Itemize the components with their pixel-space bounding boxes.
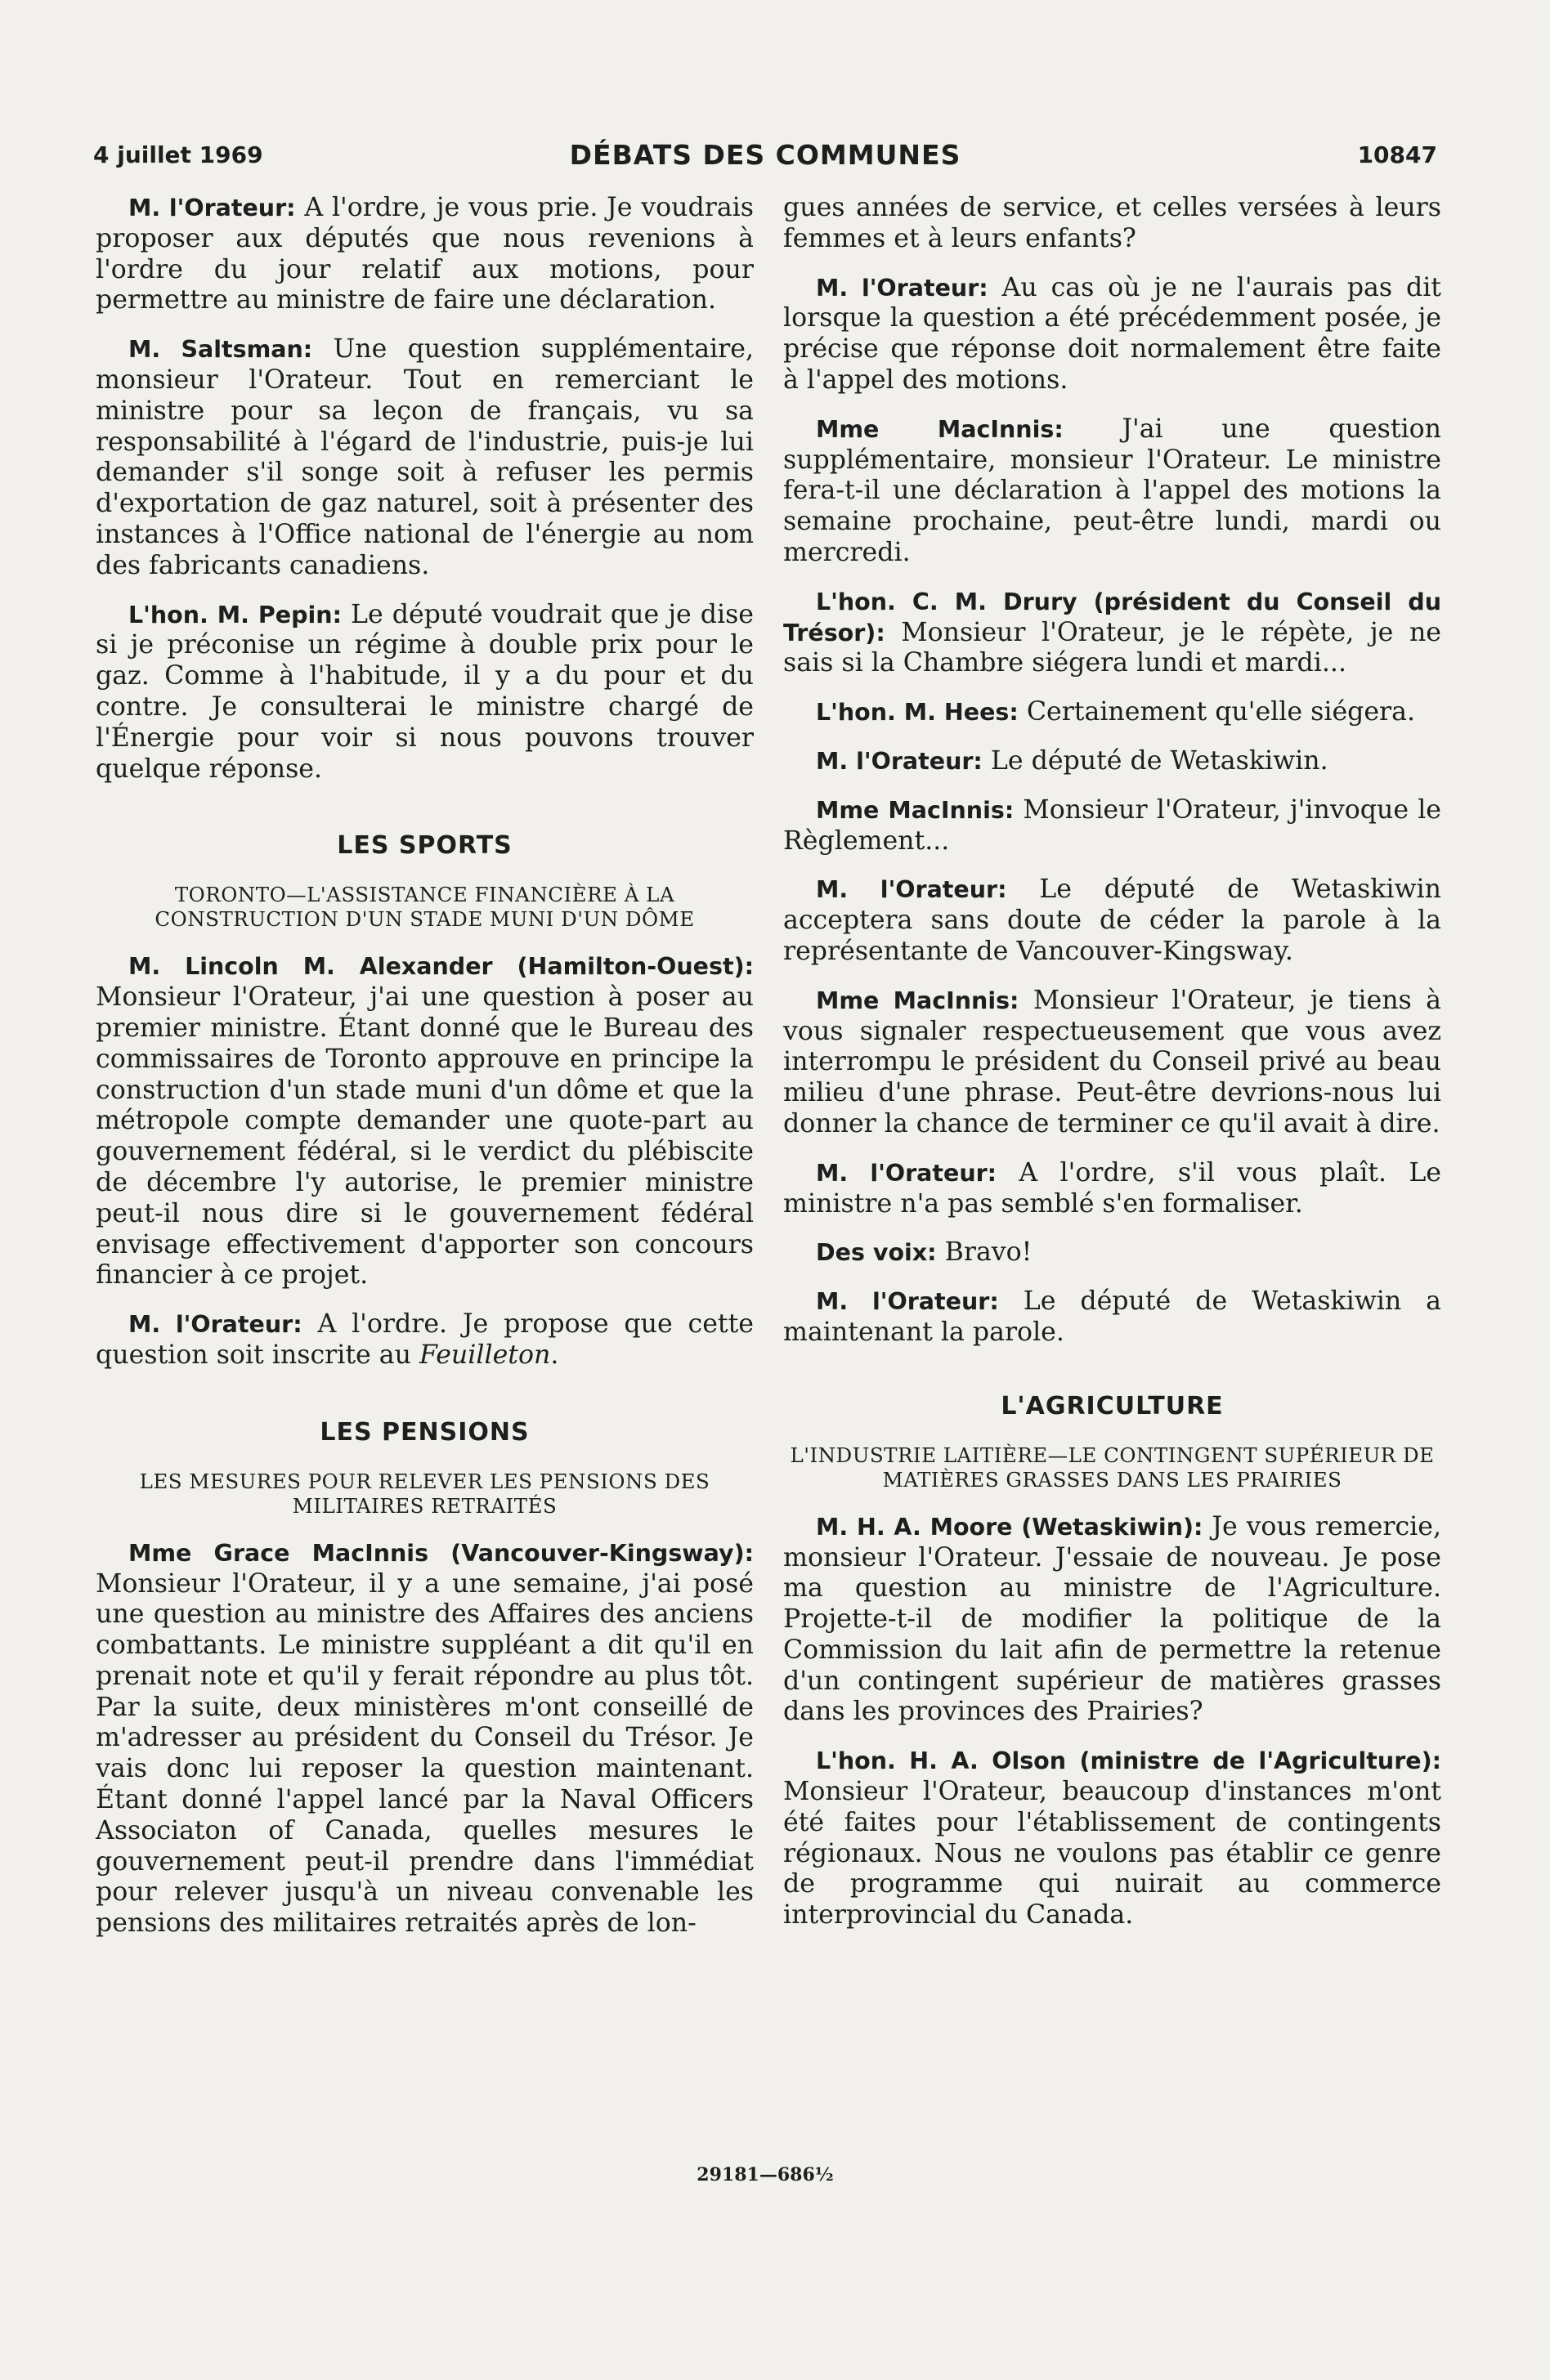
speech-paragraph <box>783 1286 1441 1349</box>
speech-text: Le député de Wetaskiwin acceptera sans doute de céder la parole à la représentante de Vancouver-Kingsway. <box>783 875 1441 966</box>
speaker-name: Des voix: <box>816 1239 937 1267</box>
speech-text: Certainement qu'elle siégera. <box>1018 697 1416 727</box>
speaker-name: Mme MacInnis: <box>816 415 1064 443</box>
header-page-number: 10847 <box>1357 141 1437 168</box>
speaker-name: M. H. A. Moore (Wetaskiwin): <box>816 1513 1203 1541</box>
speech-paragraph <box>783 697 1441 728</box>
speaker-name: M. Saltsman: <box>128 336 313 364</box>
continued-paragraph: gues années de service, et celles versées à leurs femmes et à leurs enfants? <box>783 193 1441 253</box>
speech-text: Monsieur l'Orateur, il y a une semaine, j'ai posé une question au ministre des Affaires des anciens combattants. Le ministre suppléant a dit qu'il en prenait note et qu'il y ferait répondre au plus tôt. Par la suite, deux ministères m'ont conseillé de m'adresser au président du Conseil du Trésor. Je vais donc lui reposer la question maintenant. Étant donné l'appel lancé par la Naval Officers Associaton of Canada, quelles mesures le gouvernement peut-il prendre dans l'immédiat pour relever jusqu'à un niveau convenable les pensions des militaires retraités après de lon- <box>96 1568 754 1939</box>
speech-paragraph <box>96 1538 754 1939</box>
speaker-name: M. l'Orateur: <box>128 1311 302 1339</box>
right-column <box>783 193 1441 1949</box>
speech-text: Le député de Wetaskiwin a maintenant la parole. <box>783 1286 1441 1347</box>
speech-paragraph <box>96 600 754 785</box>
speech-text-end: . <box>550 1340 559 1370</box>
speech-text: Le député de Wetaskiwin. <box>982 745 1328 776</box>
speech-paragraph <box>783 986 1441 1140</box>
speech-paragraph <box>783 1158 1441 1220</box>
speech-text: J'ai une question supplémentaire, monsieur l'Orateur. Le ministre fera-t-il une déclaration à l'appel des motions la semaine prochaine, peut-être lundi, mardi ou mercredi. <box>783 414 1441 567</box>
speech-paragraph <box>783 587 1441 679</box>
speech-italic: Feuilleton <box>419 1340 551 1370</box>
section-heading: LES PENSIONS <box>320 1417 530 1447</box>
speaker-name: M. l'Orateur: <box>816 1288 999 1316</box>
section-heading: L'AGRICULTURE <box>1001 1391 1224 1420</box>
speech-paragraph <box>783 746 1441 777</box>
left-column <box>96 193 754 1957</box>
speech-paragraph <box>783 1237 1441 1268</box>
speaker-name: L'hon. M. Hees: <box>816 699 1019 727</box>
speaker-name: M. l'Orateur: <box>816 747 983 775</box>
speaker-name: Mme Grace MacInnis (Vancouver-Kingsway): <box>128 1539 754 1567</box>
section-subheading: TORONTO—L'ASSISTANCE FINANCIÈRE À LA CONSTRUCTION D'UN STADE MUNI D'UN DÔME <box>155 883 695 932</box>
speaker-name: L'hon. C. M. Drury (président du Conseil du Trésor): <box>783 588 1441 646</box>
speech-paragraph <box>783 1512 1441 1729</box>
running-head <box>93 137 1437 173</box>
speaker-name: M. Lincoln M. Alexander (Hamilton-Ouest): <box>128 953 754 981</box>
speaker-name: L'hon. H. A. Olson (ministre de l'Agriculture): <box>816 1747 1441 1775</box>
speech-paragraph <box>783 1746 1441 1931</box>
section-subheading: LES MESURES POUR RELEVER LES PENSIONS DES MILITAIRES RETRAITÉS <box>139 1469 710 1518</box>
speech-paragraph <box>783 414 1441 569</box>
speech-paragraph <box>783 875 1441 967</box>
speech-paragraph <box>96 193 754 316</box>
speech-text: Une question supplémentaire, monsieur l'Orateur. Tout en remerciant le ministre pour sa leçon de français, vu sa responsabilité à l'égard de l'industrie, puis-je lui demander s'il songe soit à refuser les permis d'exportation de gaz naturel, soit à présenter des instances à l'Office national de l'énergie au nom des fabricants canadiens. <box>96 334 755 580</box>
speech-text: Monsieur l'Orateur, j'ai une question à poser au premier ministre. Étant donné que le Bureau des commissaires de Toronto approuve en principe la construction d'un stade muni d'un dôme et que la métropole compte demander une quote-part au gouvernement fédéral, si le verdict du plébiscite de décembre l'y autorise, le premier ministre peut-il nous dire si le gouvernement fédéral envisage effectivement d'apporter son concours financier à ce projet. <box>96 982 754 1291</box>
speech-paragraph <box>96 334 754 581</box>
header-title: DÉBATS DES COMMUNES <box>569 139 961 171</box>
speech-text: Le député voudrait que je dise si je préconise un régime à double prix pour le gaz. Comme à l'habitude, il y a du pour et du contre. Je consulterai le ministre chargé de l'Énergie pour voir si nous pouvons trouver quelque réponse. <box>96 599 754 784</box>
speaker-name: M. l'Orateur: <box>128 195 296 221</box>
speech-text: Monsieur l'Orateur, beaucoup d'instances m'ont été faites pour l'établissement de contingents régionaux. Nous ne voulons pas établir ce genre de programme qui nuirait au commerce interprovincial du Canada. <box>783 1777 1441 1930</box>
speaker-name: Mme MacInnis: <box>816 986 1019 1014</box>
section-subheading: L'INDUSTRIE LAITIÈRE—LE CONTINGENT SUPÉRIEUR DE MATIÈRES GRASSES DANS LES PRAIRIES <box>790 1443 1435 1492</box>
speech-text: Au cas où je ne l'aurais pas dit lorsque la question a été précédemment posée, je précise que réponse doit normalement être faite à l'appel des motions. <box>783 272 1441 395</box>
speech-text: A l'ordre, je vous prie. Je voudrais proposer aux députés que nous revenions à l'ordre du jour relatif aux motions, pour permettre au ministre de faire une déclaration. <box>96 193 754 315</box>
speaker-name: M. l'Orateur: <box>816 1159 997 1187</box>
speech-text: A l'ordre, s'il vous plaît. Le ministre n'a pas semblé s'en formaliser. <box>783 1157 1441 1219</box>
header-date: 4 juillet 1969 <box>93 141 263 168</box>
speech-paragraph <box>96 951 754 1291</box>
speech-text: Monsieur l'Orateur, j'invoque le Règlement... <box>783 794 1441 856</box>
speaker-name: M. l'Orateur: <box>816 876 1007 904</box>
speaker-name: L'hon. M. Pepin: <box>128 601 342 629</box>
speech-text: Monsieur l'Orateur, je tiens à vous signaler respectueusement que vous avez interrompu le président du Conseil privé au beau milieu d'une phrase. Peut-être devrions-nous lui donner la chance de terminer ce qu'il avait à dire. <box>783 985 1441 1139</box>
speech-text: Bravo! <box>936 1237 1033 1268</box>
footer-print-code: 29181—686½ <box>697 2164 834 2185</box>
speech-paragraph <box>96 1309 754 1371</box>
speech-paragraph <box>783 795 1441 857</box>
speech-paragraph <box>783 273 1441 396</box>
speech-text: A l'ordre. Je propose que cette question soit inscrite au <box>96 1309 754 1370</box>
speaker-name: Mme MacInnis: <box>816 796 1015 824</box>
speech-text: Je vous remercie, monsieur l'Orateur. J'essaie de nouveau. Je pose ma question au ministre de l'Agriculture. Projette-t-il de modifier la politique de la Commission du lait afin de permettre la retenue d'un contingent supérieur de matières grasses dans les provinces des Prairies? <box>783 1511 1441 1727</box>
section-heading: LES SPORTS <box>337 831 513 861</box>
speech-text: Monsieur l'Orateur, je le répète, je ne sais si la Chambre siégera lundi et mardi... <box>783 617 1441 678</box>
speaker-name: M. l'Orateur: <box>816 274 988 302</box>
